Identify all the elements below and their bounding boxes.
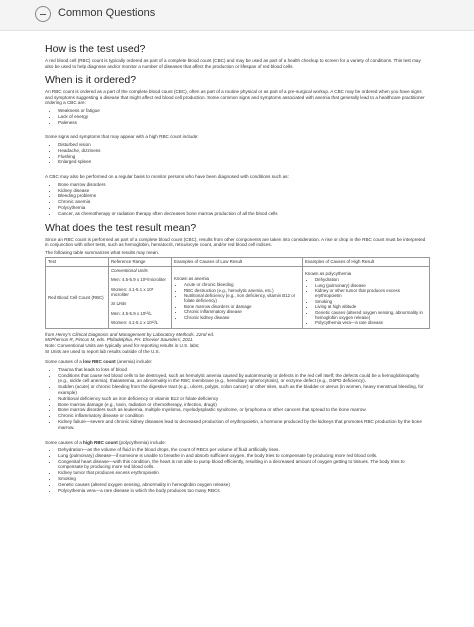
low-causes-list bbox=[45, 367, 430, 431]
high-symptoms-list bbox=[45, 142, 430, 165]
table-header: Test bbox=[46, 258, 109, 266]
list-item: • Dehydration bbox=[315, 277, 427, 282]
source-line-1: from Henry's Clinical Diagnosis and Management by Laboratory Methods. 22nd ed. bbox=[45, 331, 215, 337]
range-si-women: Women: 4.1-5.1 x 10¹²/L bbox=[111, 320, 159, 326]
list-item: • Headache, dizziness bbox=[58, 148, 430, 154]
anemia-symptoms-list bbox=[45, 108, 430, 125]
high-cell bbox=[303, 266, 430, 328]
table-row bbox=[46, 266, 430, 328]
low-cell bbox=[172, 266, 303, 328]
list-item: • Lack of energy bbox=[58, 114, 430, 120]
list-item: • Lung (pulmonary) disease—if someone is unable to breathe in and absorb sufficient oxygen, the body tries to compensate by producing more red blood cells. bbox=[58, 453, 430, 459]
list-item: • Smoking bbox=[58, 476, 430, 482]
list-item: • Nutritional deficiency such as iron deficiency or vitamin B12 or folate deficiency bbox=[58, 396, 430, 402]
list-item: • Chronic anemia bbox=[58, 199, 430, 205]
table-header-row bbox=[46, 258, 430, 266]
list-item: • Genetic causes (altered oxygen sensing, abnormality in hemoglobin oxygen release) bbox=[315, 310, 427, 321]
list-item: • Bone marrow disorders or damage bbox=[184, 304, 300, 309]
list-item: • Paleness bbox=[58, 120, 430, 126]
results-table bbox=[45, 257, 430, 328]
list-item: • Bone marrow disorders bbox=[58, 182, 430, 188]
low-intro: Known as anemia bbox=[174, 275, 209, 281]
list-item: • Nutritional deficiency (e.g., iron deficiency, vitamin B12 or folate deficiency) bbox=[184, 293, 300, 304]
list-item: • Chronic inflammatory disease or condition bbox=[58, 413, 430, 419]
conventional-units-label: Conventional Units bbox=[111, 267, 148, 273]
list-item: • Flushing bbox=[58, 154, 430, 160]
high-intro: Known as polycythemia bbox=[305, 270, 352, 276]
collapse-icon[interactable] bbox=[35, 6, 51, 22]
list-item: • Chronic inflammatory disease bbox=[184, 309, 300, 314]
list-item: • Polycythemia bbox=[58, 205, 430, 211]
list-item: • Kidney failure—severe and chronic kidney diseases lead to decreased production of erythropoietin, a hormone produced by the kidneys that promotes RBC production by the bone marrow. bbox=[58, 419, 430, 431]
heading-result: What does the test result mean? bbox=[45, 221, 197, 234]
list-item: • Genetic causes (altered oxygen sensing, abnormality in hemoglobin oxygen release) bbox=[58, 482, 430, 488]
range-cell bbox=[109, 266, 172, 328]
low-causes-intro: Some causes of a low RBC count (anemia) include: bbox=[45, 359, 153, 365]
list-item: • RBC destruction (e.g., hemolytic anemia, etc.) bbox=[184, 288, 300, 293]
ordered-text-1: An RBC count is ordered as a part of the complete blood count (CBC), often as part of a routine physical or as part of a pre-surgical workup. A CBC may be ordered when you have signs and symptoms suggesting a disease that might affect red blood cell production. Some common signs and symptoms associated with anemia that generally lead to a healthcare practitioner ordering a CBC are: bbox=[45, 89, 425, 106]
list-item: • Trauma that leads to loss of blood bbox=[58, 367, 430, 373]
section-title: Common Questions bbox=[58, 7, 156, 19]
list-item: • Bleeding problems bbox=[58, 193, 430, 199]
list-item: • Kidney or other tumor that produces excess erythropoietin bbox=[315, 288, 427, 299]
monitor-conditions-list bbox=[45, 182, 430, 217]
list-item: • Bone marrow damage (e.g., toxin, radiation or chemotherapy, infection, drugs) bbox=[58, 402, 430, 408]
list-item: • Sudden (acute) or chronic bleeding from the digestive tract (e.g., ulcers, polyps, colon cancer) or other sites, such as the bladder or uterus (in women, heavy menstrual bleeding, for example) bbox=[58, 384, 430, 396]
high-causes-list bbox=[45, 447, 430, 493]
list-item: • Enlarged spleen bbox=[58, 159, 430, 165]
list-item: • Kidney disease bbox=[58, 188, 430, 194]
heading-ordered: When is it ordered? bbox=[45, 74, 137, 87]
source-note bbox=[45, 332, 430, 354]
table-header: Examples of Causes of High Result bbox=[303, 258, 430, 266]
list-item: • Polycythemia vera—a rare disease bbox=[315, 320, 427, 325]
list-item: • Lung (pulmonary) disease bbox=[315, 283, 427, 288]
list-item: • Cancer, as chemotherapy or radiation therapy often decreases bone marrow production of all the blood cells bbox=[58, 211, 430, 217]
list-item: • Congenital heart disease—with this condition, the heart is not able to pump blood efficiently, resulting in a decreased amount of oxygen getting to tissues. The body tries to compensate by producing more red blood cells. bbox=[58, 459, 430, 471]
list-item: • Conditions that cause red blood cells to be destroyed, such as hemolytic anemia caused by autoimmunity or defects in the red cell itself; the defects could be a hemoglobinopathy (e.g., sickle cell anemia), thalassemia, an abnormality in the RBC membrane (e.g., hereditary spherocytosis), or enzyme defect (e.g., G6PD deficiency). bbox=[58, 373, 430, 385]
content bbox=[45, 38, 430, 496]
range-conv-men: Men: 4.5-5.9 x 10⁶/microliter bbox=[111, 277, 167, 283]
used-text: A red blood cell (RBC) count is typically ordered as part of a complete blood count (CBC) and may be used as part of a health checkup to screen for a variety of conditions. This test may also be used to help diagnose and/or monitor a number of diseases that affect the production or lifespan of red blood cells. bbox=[45, 58, 421, 69]
table-header: Examples of Causes of Low Result bbox=[172, 258, 303, 266]
list-item: • Acute or chronic bleeding bbox=[184, 282, 300, 287]
list-item: • Disturbed vision bbox=[58, 142, 430, 148]
high-causes-intro: Some causes of a high RBC count (polycythemia) include: bbox=[45, 439, 167, 445]
range-si-men: Men: 4.5-5.9 x 10¹²/L bbox=[111, 310, 152, 316]
result-text-2: The following table summarizes what results may mean. bbox=[45, 249, 160, 255]
list-item: • Living at high altitude bbox=[315, 304, 427, 309]
list-item: • Chronic kidney disease bbox=[184, 315, 300, 320]
list-item: • Polycythemia vera—a rare disease in which the body produces too many RBCs bbox=[58, 488, 430, 494]
test-name: Red Blood Cell Count (RBC) bbox=[48, 294, 104, 300]
si-units-label: SI Units bbox=[111, 301, 127, 307]
range-conv-women: Women: 4.1-5.1 x 10⁶ microliter bbox=[111, 286, 154, 297]
high-list bbox=[305, 277, 427, 326]
heading-used: How is the test used? bbox=[45, 43, 146, 55]
note-line-1: Note: Conventional Units are typically used for reporting results in U.S. labs; bbox=[45, 342, 200, 348]
list-item: • Kidney tumor that produces excess erythropoietin bbox=[58, 470, 430, 476]
ordered-text-3: A CBC may also be performed on a regular basis to monitor persons who have been diagnosed with conditions such as: bbox=[45, 174, 289, 180]
result-text-1: Since an RBC count is performed as part of a complete blood count (CBC), results from other components are taken into consideration. A rise or drop in the RBC count must be interpreted in conjunction with other tests, such as hemoglobin, hematocrit, reticulocyte count, and/or red blood cell indices. bbox=[45, 236, 426, 248]
list-item: • Weakness or fatigue bbox=[58, 108, 430, 114]
note-line-2: SI Units are used to report lab results outside of the U.S. bbox=[45, 348, 160, 354]
source-line-2: McPherson R, Pincus M, eds. Philadelphia, PA: Elsevier Saunders; 2011. bbox=[45, 337, 194, 343]
list-item: • Bone marrow disorders such as leukemia, multiple myeloma, myelodysplastic syndrome, or lymphoma or other cancers that spread to the bone marrow bbox=[58, 407, 430, 413]
table-header: Reference Range bbox=[109, 258, 172, 266]
low-list bbox=[174, 282, 300, 320]
list-item: • Dehydration—as the volume of fluid in the blood drops, the count of RBCs per volume of fluid artificially rises. bbox=[58, 447, 430, 453]
test-cell bbox=[46, 266, 109, 328]
ordered-text-2: Some signs and symptoms that may appear with a high RBC count include: bbox=[45, 134, 199, 140]
list-item: • Smoking bbox=[315, 299, 427, 304]
top-bar bbox=[0, 0, 474, 31]
